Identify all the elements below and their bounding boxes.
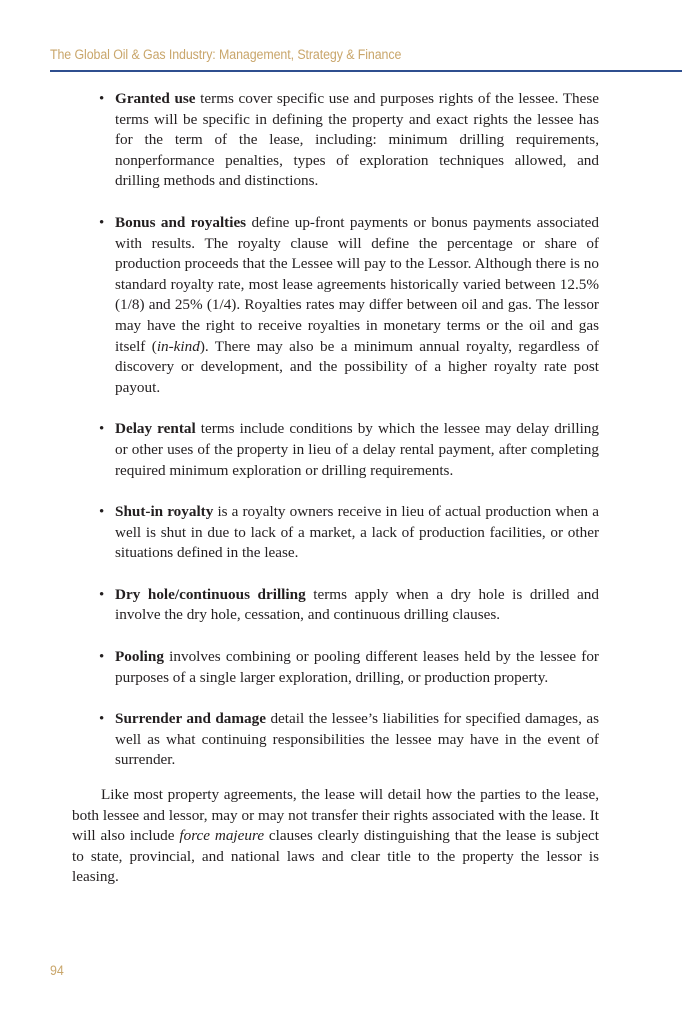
closing-text-before: Like most property agreements, the lease will detail how the parties to the lease, both lessee and lessor, may or may not transfer their rights associated with the lease. It will also include [72, 786, 599, 845]
list-item [72, 89, 599, 192]
closing-paragraph [72, 785, 599, 888]
bullet-icon: • [99, 504, 105, 521]
item-term: Delay rental [115, 420, 196, 438]
item-text: involves combining or pooling different leases held by the lessee for purposes of a single larger exploration, drilling, or production property. [115, 648, 599, 686]
list-item [72, 419, 599, 481]
item-term: Bonus and royalties [115, 213, 247, 231]
bullet-icon: • [99, 214, 105, 231]
page-body [72, 89, 599, 888]
item-term: Dry hole/continuous drilling [115, 585, 306, 603]
closing-text-after: clauses clearly distinguishing that the lease is subject to state, provincial, and national laws and clear title to the property the lessor is leasing. [72, 827, 599, 886]
item-term: Pooling [115, 648, 164, 666]
item-text: terms apply when a dry hole is drilled and involve the dry hole, cessation, and continuous drilling clauses. [115, 585, 599, 624]
list-item [72, 647, 599, 688]
item-text: define up-front payments or bonus payments associated with results. The royalty clause will define the percentage or share of production proceeds that the Lessee will pay to the Lessor. Although there is no standard royalty rate, most lease agreements historically varied between 12.5% (1/8) and 25% (1/4). Royalties rates may differ between oil and gas. The lessor may have the right to receive royalties in monetary terms or the oil and gas itself ( [115, 213, 599, 355]
closing-italic: force majeure [179, 827, 265, 845]
lease-terms-list [72, 89, 599, 771]
bullet-icon: • [99, 649, 105, 666]
item-term: Surrender and damage [115, 710, 266, 728]
bullet-icon: • [99, 586, 105, 603]
item-term: Granted use [115, 90, 196, 107]
item-text-after: ). There may also be a minimum annual royalty, regardless of discovery or development, and the possibility of a higher royalty rate post payout. [115, 337, 599, 396]
item-text: detail the lessee’s liabilities for specified damages, as well as what continuing responsibilities the lessee may have in the event of surrender. [115, 710, 599, 769]
page-number: 94 [50, 963, 64, 978]
bullet-icon: • [99, 91, 105, 107]
list-item [72, 709, 599, 771]
item-text: terms include conditions by which the lessee may delay drilling or other uses of the property in lieu of a delay rental payment, after completing required minimum exploration or drilling requirements. [115, 420, 599, 479]
item-italic: in-kind [156, 337, 200, 355]
bullet-icon: • [99, 421, 105, 438]
item-term: Shut-in royalty [115, 503, 214, 521]
list-item [72, 502, 599, 564]
header-rule [50, 70, 682, 72]
bullet-icon: • [99, 711, 105, 728]
list-item [72, 213, 599, 398]
running-head-title: The Global Oil & Gas Industry: Management, Strategy & Finance [50, 47, 402, 62]
list-item [72, 585, 599, 626]
item-text: is a royalty owners receive in lieu of actual production when a well is shut in due to lack of a market, a lack of production facilities, or other situations defined in the lease. [115, 503, 599, 562]
item-text: terms cover specific use and purposes rights of the lessee. These terms will be specific in defining the property and exact rights the lessee has for the term of the lease, including: minimum drilling requirements, nonperformance penalties, types of exploration techniques allowed, and drilling methods and distinctions. [115, 90, 600, 190]
